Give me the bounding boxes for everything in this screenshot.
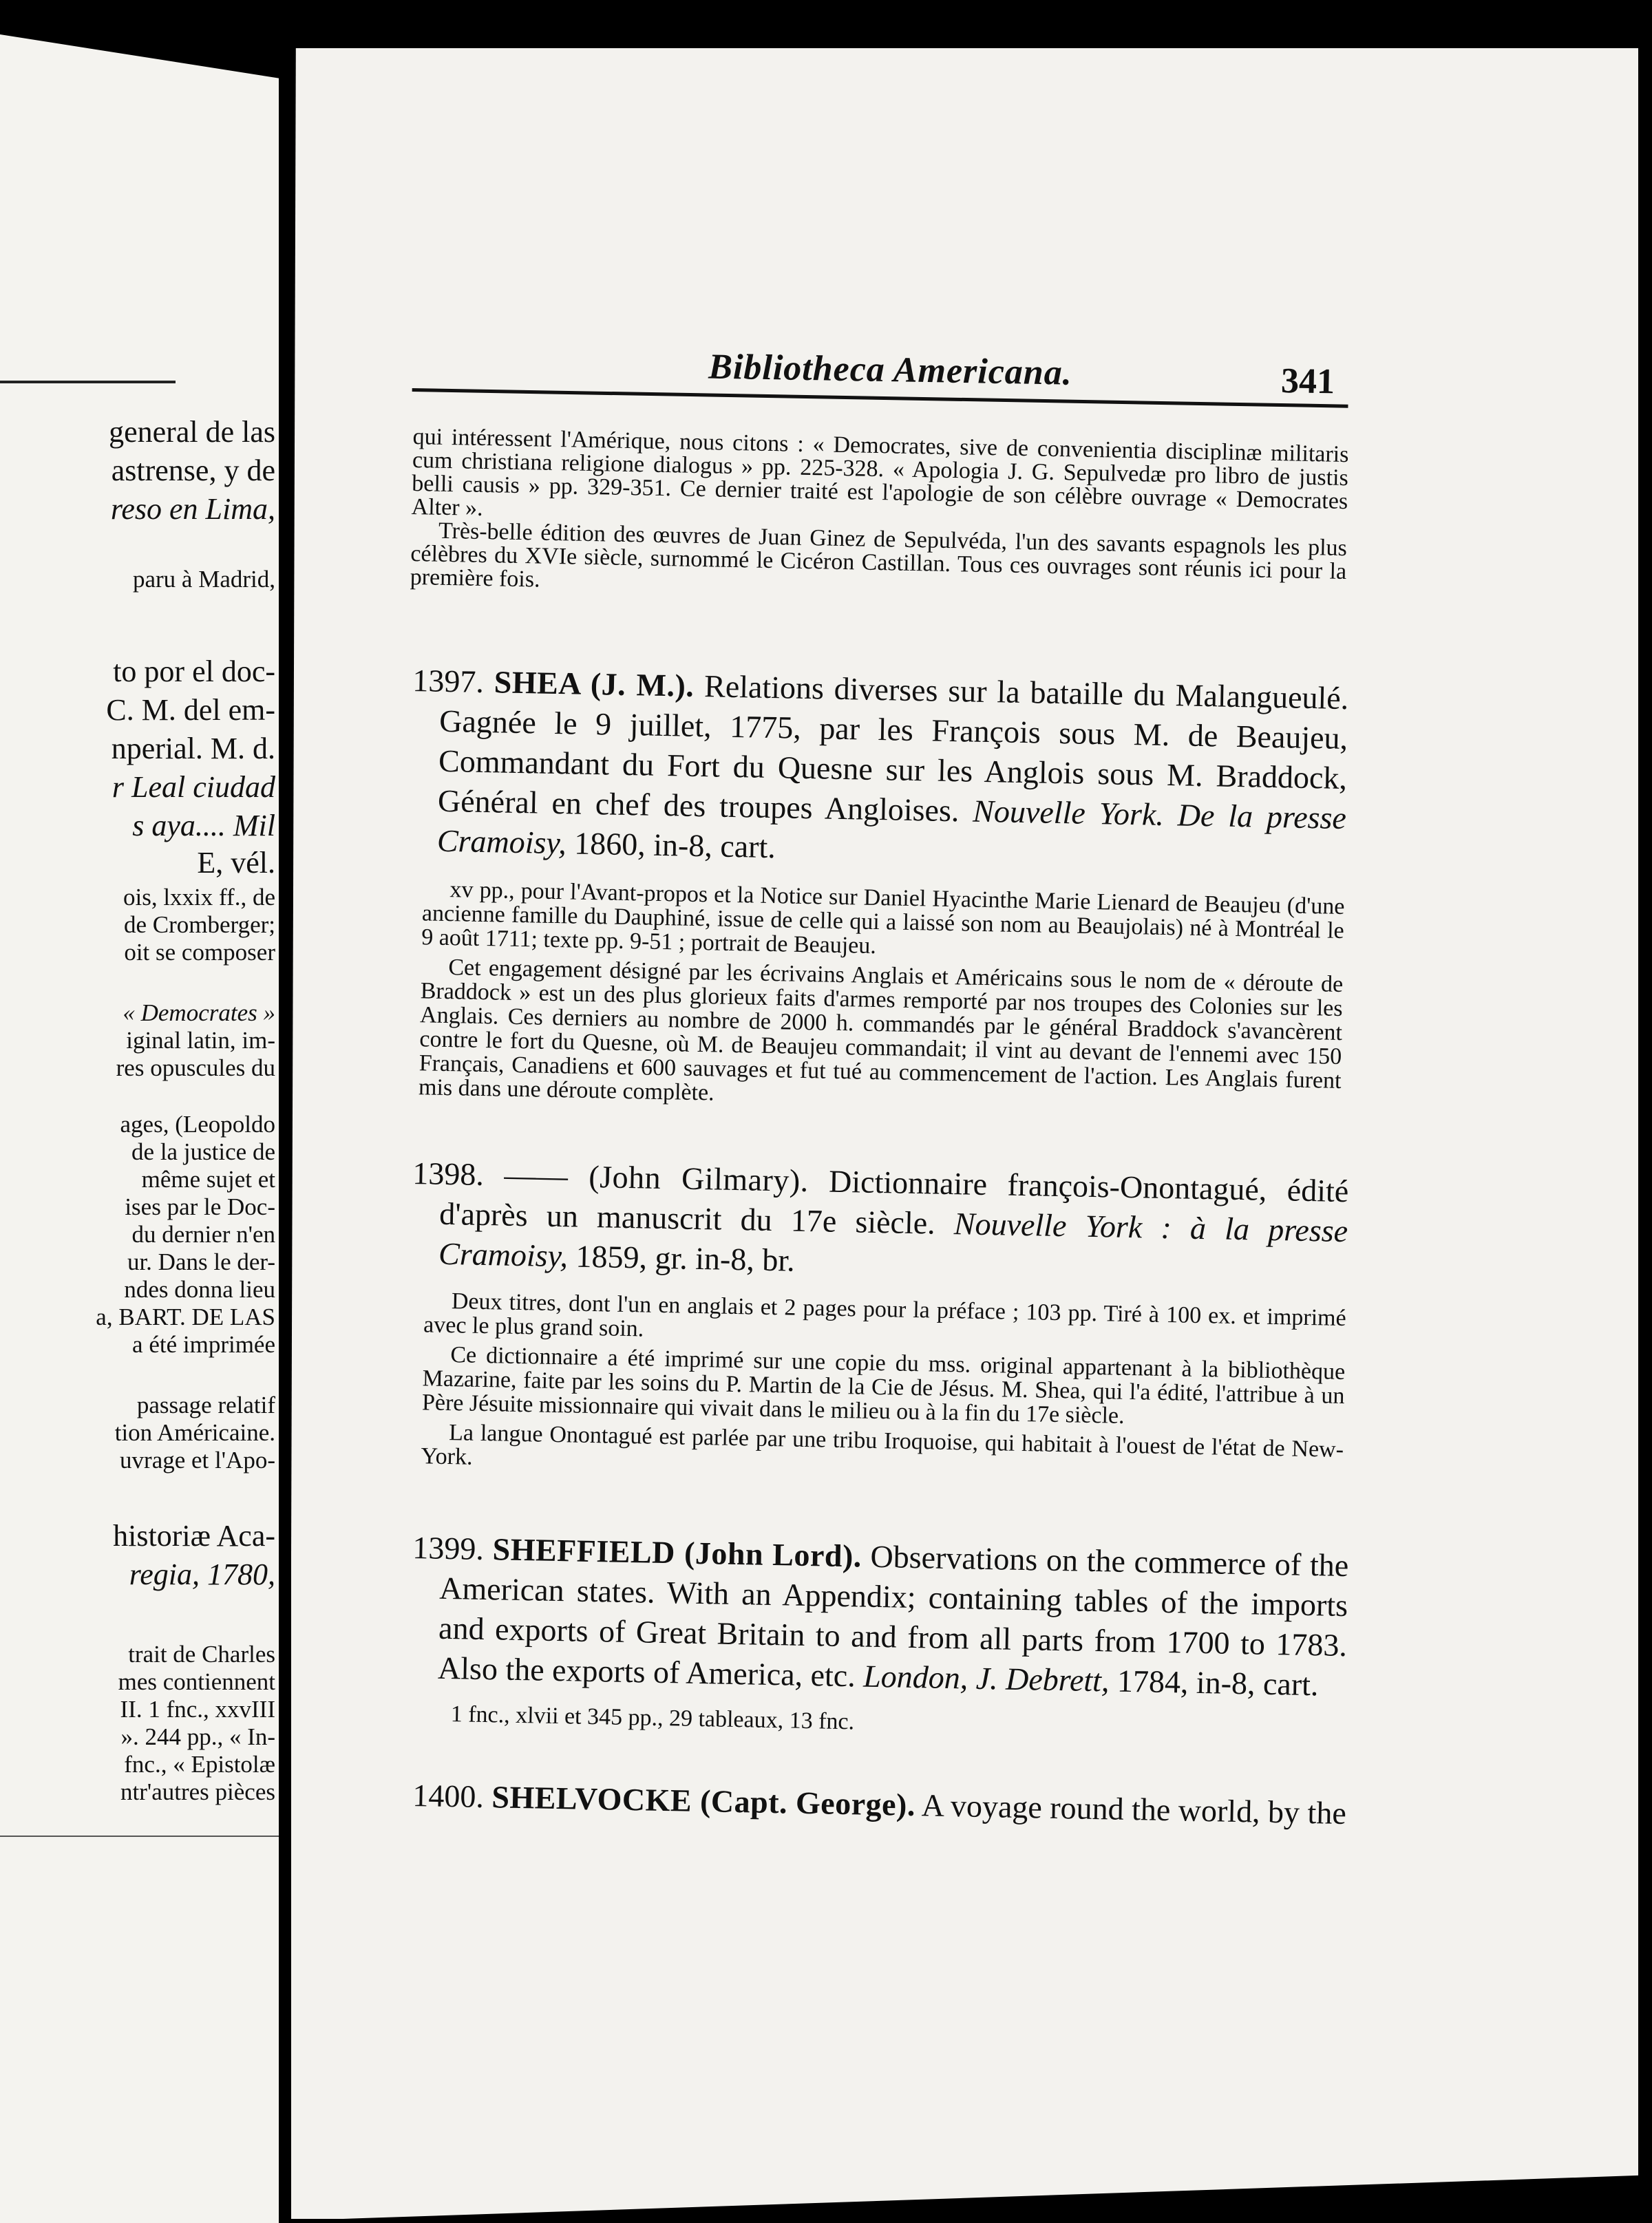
entry-imprint: London, J. Debrett, bbox=[862, 1658, 1110, 1699]
entry-number: 1400. bbox=[412, 1777, 485, 1814]
book-gutter bbox=[279, 0, 291, 2219]
left-page-line: oit se composer bbox=[124, 939, 275, 966]
entry-1398 bbox=[407, 1153, 1349, 1486]
left-page-line: II. 1 fnc., xxvIII bbox=[120, 1696, 275, 1723]
entry-heading bbox=[411, 1153, 1349, 1291]
left-page-line: ndes donna lieu bbox=[124, 1276, 275, 1303]
left-page-rule bbox=[0, 381, 176, 383]
entry-note: Cet engagement désigné par les écrivains Anglais et Américains sous le nom de « déroute de Braddock » est un des plus glorieux faits d'armes remporté par nos troupes des Colonies sur les Anglais. Ces derniers au nombre de 2000 h. commandés par le général Braddock s'avancèrent contre le fort du Quesne, où M. de Beaujeu commandait; il vint au devant de l'ennemi avec 150 Français, Canadiens et 600 sauvages et fut tué au commencement de l'action. Les Anglais furent mis dans une déroute complète. bbox=[418, 955, 1344, 1106]
left-page-line: E, vél. bbox=[197, 846, 275, 880]
left-page-line: trait de Charles bbox=[128, 1641, 275, 1668]
left-page-line: general de las bbox=[109, 415, 275, 449]
left-page-line: reso en Lima, bbox=[110, 492, 275, 526]
left-page-line: to por el doc- bbox=[113, 655, 275, 688]
left-page-line: paru à Madrid, bbox=[132, 566, 275, 593]
left-page-line: uvrage et l'Apo- bbox=[120, 1447, 275, 1474]
entry-1399 bbox=[409, 1528, 1348, 1743]
entry-note: 1 fnc., xlvii et 345 pp., 29 tableaux, 13 fnc. bbox=[450, 1701, 855, 1735]
entry-title: Relations diverses sur la bataille du Malangueulé. Gagnée le 9 juillet, 1775, par les François sous M. de Beaujeu, Commandant du Fort du Quesne sur les Anglois sous M. Braddock, Général en chef des troupes Angloises. bbox=[437, 668, 1349, 829]
left-page-line: r Leal ciudad bbox=[112, 770, 275, 804]
entry-note: xv pp., pour l'Avant-propos et la Notice sur Daniel Hyacinthe Marie Lienard de Beaujeu (d'une ancienne famille du Dauphiné, issue de celle qui a laissé son nom au Beaujolais) né à Montréal le 9 août 1711; texte pp. 9-51 ; portrait de Beaujeu. bbox=[421, 877, 1345, 959]
left-page-line: C. M. del em- bbox=[106, 693, 275, 727]
entry-note: La langue Onontagué est parlée par une tribu Iroquoise, qui habitait à l'ouest de l'état de New-York. bbox=[421, 1420, 1344, 1470]
left-page-line: « Democrates » bbox=[123, 999, 275, 1026]
left-page-bottom-rule bbox=[0, 1836, 279, 1837]
entry-number: 1397. bbox=[412, 662, 485, 699]
left-page-line: iginal latin, im- bbox=[126, 1027, 275, 1054]
running-title: Bibliotheca Americana. bbox=[708, 347, 1073, 393]
entry-note: Ce dictionnaire a été imprimé sur une copie du mss. original appartenant à la bibliothèque Mazarine, faite par les soins du P. Martin de la Cie de Jésus. M. Shea, qui l'a édité, l'attribue à un Père Jésuite missionnaire qui vivait dans le milieu ou à la fin du 17e siècle. bbox=[421, 1342, 1346, 1429]
left-page-line: ntr'autres pièces bbox=[120, 1778, 275, 1805]
left-page-line: ages, (Leopoldo bbox=[120, 1111, 275, 1138]
left-page-line: mes contiennent bbox=[118, 1668, 275, 1695]
entry-author: —— (John Gilmary). bbox=[503, 1157, 809, 1199]
continuation-notes bbox=[410, 425, 1348, 607]
entry-heading bbox=[410, 1528, 1349, 1705]
left-page-line: de la justice de bbox=[131, 1138, 275, 1165]
entry-title: Dictionnaire françois-Onontagué, édité d'après un manuscrit du 17e siècle. bbox=[438, 1163, 1349, 1241]
entry-note: Deux titres, dont l'un en anglais et 2 pages pour la préface ; 103 pp. Tiré à 100 ex. et imprimé avec le plus grand soin. bbox=[423, 1288, 1347, 1342]
left-page-line: a été imprimée bbox=[132, 1331, 275, 1358]
entry-title: A voyage round the world, by the bbox=[921, 1787, 1347, 1831]
entry-heading bbox=[409, 661, 1348, 878]
continuation-paragraph-1: qui intéressent l'Amérique, nous citons : « Democrates, sive de convenientia disciplinæ militaris cum christiana religione dialogus » pp. 225-328. « Apologia J. G. Sepulvedæ pro libro de justis belli causis » pp. 329-351. Ce dernier traité est l'apologie de son célèbre ouvrage « Democrates Alter ». bbox=[411, 424, 1349, 521]
entry-notes bbox=[407, 1288, 1346, 1486]
left-page-line: du dernier n'en bbox=[131, 1221, 275, 1248]
left-page-line: historiæ Aca- bbox=[113, 1519, 275, 1553]
entry-imprint: Nouvelle York : à la presse Cramoisy, bbox=[438, 1206, 1348, 1274]
left-page-line: passage relatif bbox=[136, 1392, 275, 1418]
entry-notes bbox=[405, 877, 1345, 1117]
left-page-line: tion Américaine. bbox=[114, 1419, 275, 1446]
left-page-line: ises par le Doc- bbox=[125, 1193, 275, 1220]
entry-1397 bbox=[405, 661, 1349, 1117]
continuation-paragraph-2: Très-belle édition des œuvres de Juan Ginez de Sepulvéda, l'un des savants espagnols les plus célèbres du XVIe siècle, surnommé le Cicéron Castillan. Tous ces ouvrages sont réunis ici pour la première fois. bbox=[410, 518, 1348, 593]
left-page-line: res opuscules du bbox=[116, 1054, 275, 1081]
left-page-line: astrense, y de bbox=[111, 454, 275, 487]
entry-format: 1860, in-8, cart. bbox=[573, 825, 776, 865]
entry-number: 1399. bbox=[412, 1529, 485, 1566]
entry-number: 1398. bbox=[412, 1155, 485, 1192]
left-page-line: s aya.... Mil bbox=[132, 809, 275, 842]
entry-author: SHEA (J. M.). bbox=[494, 664, 695, 703]
left-page-line: fnc., « Epistolæ bbox=[124, 1751, 275, 1778]
left-page-line: ur. Dans le der- bbox=[127, 1248, 275, 1275]
entry-author: SHELVOCKE (Capt. George). bbox=[491, 1779, 916, 1823]
left-page-line: nperial. M. d. bbox=[111, 732, 275, 765]
left-page-line: ois, lxxix ff., de bbox=[123, 884, 275, 911]
page-number: 341 bbox=[1280, 361, 1335, 402]
left-page-line: ». 244 pp., « In- bbox=[120, 1723, 275, 1750]
entry-format: 1784, in-8, cart. bbox=[1116, 1663, 1319, 1703]
entry-title: Observations on the commerce of the American states. With an Appendix; containing tables of the imports and exports of Great Britain to and from all parts from 1700 to 1783. Also the exports of America, etc. bbox=[437, 1538, 1349, 1694]
left-page-line: même sujet et bbox=[141, 1166, 275, 1193]
entry-format: 1859, gr. in-8, br. bbox=[575, 1238, 796, 1278]
entry-author: SHEFFIELD (John Lord). bbox=[492, 1531, 862, 1574]
entry-imprint: Nouvelle York. De la presse Cramoisy, bbox=[436, 793, 1347, 861]
left-page-line: a, BART. DE LAS bbox=[96, 1304, 275, 1330]
left-page-line: de Cromberger; bbox=[124, 911, 275, 938]
left-page-line: regia, 1780, bbox=[129, 1557, 275, 1591]
